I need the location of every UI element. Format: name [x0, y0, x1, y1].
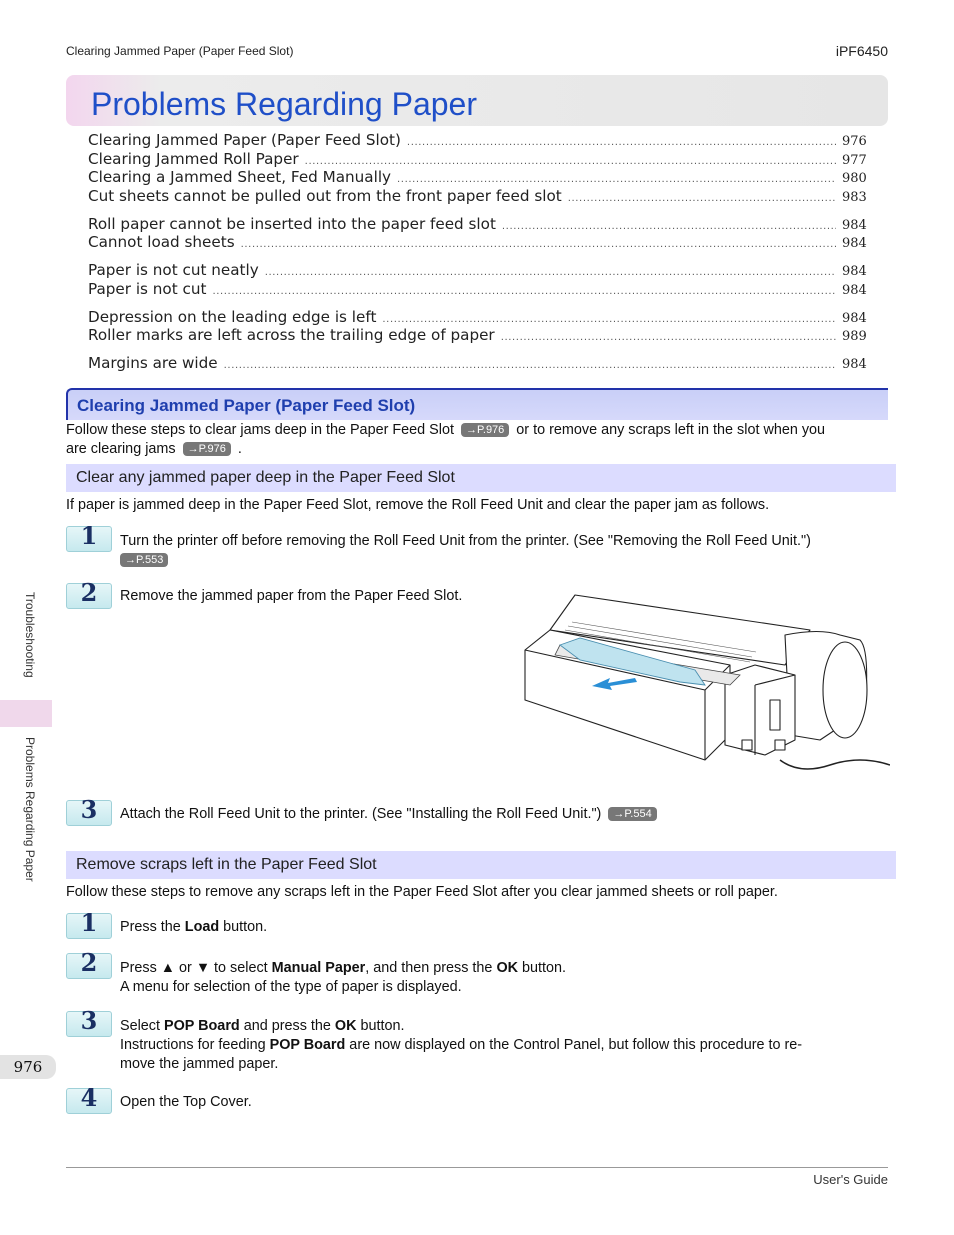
page-title: Problems Regarding Paper: [91, 86, 477, 122]
subsection-intro: Follow these steps to remove any scraps left in the Paper Feed Slot after you clear jammed sheets or roll paper.: [66, 884, 778, 900]
printer-illustration: [520, 590, 890, 780]
step-text: Remove the jammed paper from the Paper Feed Slot.: [120, 588, 463, 604]
subsection-title: Remove scraps left in the Paper Feed Slot: [76, 856, 377, 873]
toc-item[interactable]: Cannot load sheets ..... 984: [88, 233, 866, 252]
step-number-badge: 1: [66, 913, 112, 939]
step-text: Press ▲ or ▼ to select Manual Paper, and then press the OK button. A menu for selection of the type of paper is displayed.: [120, 960, 567, 995]
toc-item[interactable]: Clearing Jammed Paper (Paper Feed Slot) ..... 976: [88, 131, 866, 150]
toc-item[interactable]: Paper is not cut neatly ..... 984: [88, 261, 866, 280]
subsection-title: Clear any jammed paper deep in the Paper Feed Slot: [76, 469, 455, 486]
step-text: Turn the printer off before removing the Roll Feed Unit from the printer. (See "Removing the Roll Feed Unit.") →P.553: [120, 533, 811, 566]
table-of-contents: [88, 131, 866, 373]
step-number-badge: 2: [66, 583, 112, 609]
step-text: Attach the Roll Feed Unit to the printer. (See "Installing the Roll Feed Unit.") →P.554: [120, 806, 660, 822]
step-number-badge: 4: [66, 1088, 112, 1114]
toc-item[interactable]: Paper is not cut ..... 984: [88, 280, 866, 299]
subsection-intro: If paper is jammed deep in the Paper Feed Slot, remove the Roll Feed Unit and clear the paper jam as follows.: [66, 497, 770, 513]
page-reference-link[interactable]: →P.554: [608, 807, 656, 821]
page-reference-link[interactable]: →P.553: [120, 553, 168, 567]
step-number-badge: 2: [66, 953, 112, 979]
step-number-badge: 3: [66, 800, 112, 826]
page-number: 976: [0, 1055, 56, 1079]
side-tab-troubleshooting[interactable]: Troubleshooting: [23, 592, 37, 678]
footer-divider: [66, 1167, 888, 1168]
toc-item[interactable]: Margins are wide ..... 984: [88, 354, 866, 373]
toc-item[interactable]: Roller marks are left across the trailing edge of paper ..... 989: [88, 326, 866, 345]
page-reference-link[interactable]: →P.976: [183, 442, 231, 456]
section-title: Clearing Jammed Paper (Paper Feed Slot): [77, 396, 416, 415]
section-intro: Follow these steps to clear jams deep in the Paper Feed Slot →P.976 or to remove any scraps left in the slot when you are clearing jams →P.976 .: [66, 422, 826, 457]
running-header-section: Clearing Jammed Paper (Paper Feed Slot): [66, 44, 294, 58]
step-text: Open the Top Cover.: [120, 1094, 252, 1110]
toc-item[interactable]: Clearing a Jammed Sheet, Fed Manually ..... 980: [88, 168, 866, 187]
step-text: Press the Load button.: [120, 919, 268, 935]
step-number-badge: 3: [66, 1011, 112, 1037]
page-reference-link[interactable]: →P.976: [461, 423, 509, 437]
toc-item[interactable]: Roll paper cannot be inserted into the paper feed slot ..... 984: [88, 215, 866, 234]
toc-item[interactable]: Clearing Jammed Roll Paper ..... 977: [88, 150, 866, 169]
footer-title: User's Guide: [813, 1172, 888, 1187]
toc-item[interactable]: Cut sheets cannot be pulled out from the front paper feed slot ..... 983: [88, 187, 866, 206]
step-text: Select POP Board and press the OK button. Instructions for feeding POP Board are now displayed on the Control Panel, but follow this procedure to re- move the jammed paper.: [120, 1018, 803, 1072]
running-header-model: iPF6450: [835, 43, 888, 59]
step-number-badge: 1: [66, 526, 112, 552]
side-tab-highlight: [0, 700, 52, 727]
side-tab-problems-regarding-paper[interactable]: Problems Regarding Paper: [23, 737, 37, 882]
toc-item[interactable]: Depression on the leading edge is left ..... 984: [88, 308, 866, 327]
